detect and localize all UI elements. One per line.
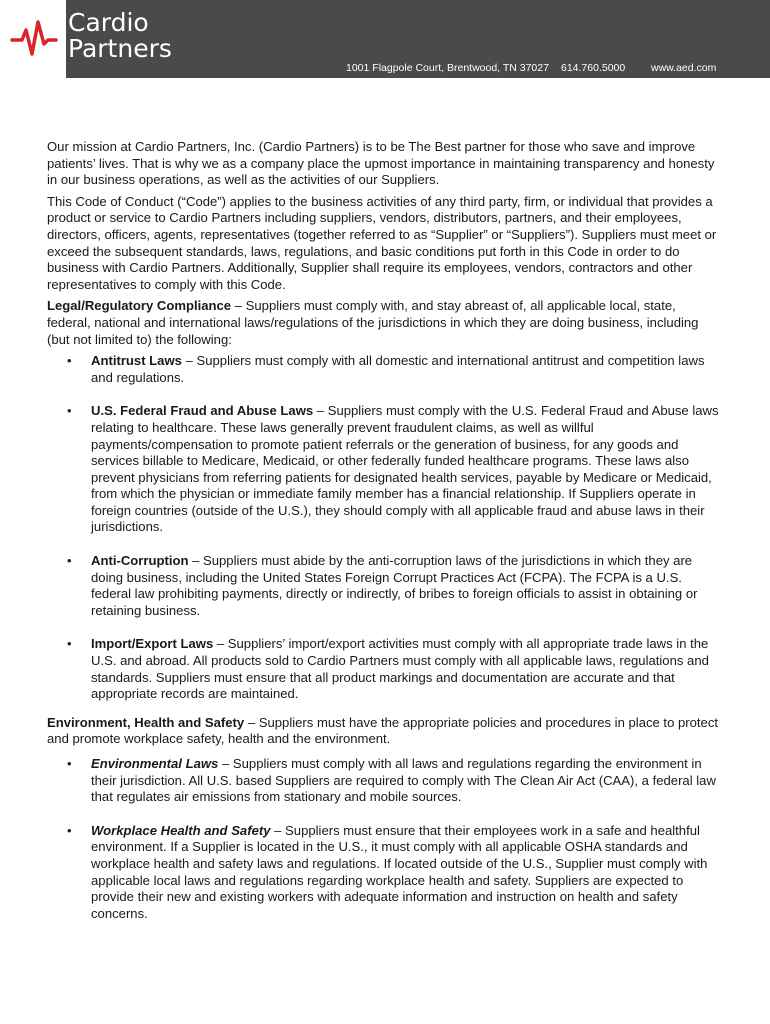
item-title: Import/Export Laws — [91, 636, 214, 652]
mission-paragraph: Our mission at Cardio Partners, Inc. (Cardio Partners) is to be The Best partner for those who save and improve patients’ lives. That is why we as a company place the upmost importance in maintaining transparency and honesty in our business operations, as well as the activities of our Suppliers. — [47, 139, 715, 188]
item-title: Anti-Corruption — [91, 553, 189, 569]
list-item — [47, 756, 719, 806]
bullet-icon: • — [67, 553, 72, 569]
bullet-icon: • — [67, 822, 72, 838]
ehs-section — [47, 715, 719, 748]
scope-paragraph: This Code of Conduct (“Code”) applies to the business activities of any third party, firm, or individual that provides a product or service to Cardio Partners including suppliers, vendors, distributors, partners, and their employees, directors, officers, agents, representatives (together referred to as “Supplier” or “Suppliers”). Suppliers must meet or exceed the subsequent standards, laws, regulations, and basic conditions put forth in this Code in order to do business with Cardio Partners. Additionally, Supplier shall require its employees, vendors, contractors and other representatives to comply with this Code. — [47, 193, 717, 292]
item-title: Workplace Health and Safety — [91, 822, 271, 838]
item-text: – Suppliers must abide by the anti-corruption laws of the jurisdictions in which they are doing business, including the United States Foreign Corrupt Practices Act (FCPA). The FCPA is a U.S. federal law prohibiting payments, directly or indirectly, of bribes to foreign officials to assist in obtaining or retaining business. — [91, 553, 698, 618]
list-item — [47, 403, 719, 536]
item-text: – Suppliers must comply with the U.S. Federal Fraud and Abuse laws relating to healthcare. These laws generally prevent fraudulent claims, as well as willful payments/compensation to promote patient referrals or the generation of business, for any goods and services billable to Medicare, Medicaid, or other federally funded healthcare programs. These laws also prevent physicians from referring patients for designated health services, payable by Medicare or Medicaid, from which the physician or immediate family member has a financial relationship. If Suppliers operate in foreign countries (outside of the U.S.), they should comply with all applicable fraud and abuse laws in their jurisdictions. — [91, 403, 719, 535]
brand-name — [68, 10, 172, 62]
brand-line-2: Partners — [68, 34, 172, 63]
bullet-icon: • — [67, 636, 72, 652]
item-title: U.S. Federal Fraud and Abuse Laws — [91, 403, 314, 419]
bullet-icon: • — [67, 403, 72, 419]
legal-heading: Legal/Regulatory Compliance — [47, 298, 232, 314]
legal-list — [47, 353, 719, 703]
legal-section — [47, 298, 719, 348]
letterhead-bar — [0, 0, 770, 78]
item-text: – Suppliers’ import/export activities must comply with all appropriate trade laws in the U.S. and abroad. All products sold to Cardio Partners must comply with all applicable laws, regulations and standards. Suppliers must ensure that all product markings and documentation are accurate and that appropriate records are maintained. — [91, 636, 709, 702]
logo — [0, 0, 66, 78]
heartbeat-icon — [10, 18, 58, 60]
item-title: Environmental Laws — [91, 756, 219, 771]
list-item — [47, 636, 719, 702]
document-body — [47, 139, 719, 939]
list-item — [47, 553, 719, 619]
item-title: Antitrust Laws — [91, 353, 182, 369]
bullet-icon: • — [67, 353, 72, 369]
legal-text: – Suppliers must comply with, and stay abreast of, all applicable local, state, federal, national and international laws/regulations of the jurisdictions in which they are doing business, including (but not limited to) the following: — [47, 298, 699, 347]
bullet-icon: • — [67, 756, 72, 771]
address: 1001 Flagpole Court, Brentwood, TN 37027 — [346, 62, 549, 74]
item-text: – Suppliers must ensure that their employees work in a safe and healthful environment. If a Supplier is located in the U.S., it must comply with all applicable OSHA standards and workplace health and safety laws and regulations. If located outside of the U.S., Supplier must comply with applicable local laws and regulations regarding workplace health and safety. Suppliers are expected to provide their new and existing workers with adequate information and instruction on health and safety concerns. — [91, 822, 708, 921]
ehs-text: – Suppliers must have the appropriate policies and procedures in place to protect and promote workplace safety, health and the environment. — [47, 714, 719, 747]
brand-line-1: Cardio — [68, 8, 149, 37]
ehs-heading: Environment, Health and Safety — [47, 714, 245, 730]
ehs-list — [47, 756, 719, 922]
list-item — [47, 823, 719, 923]
website-link[interactable]: www.aed.com — [651, 62, 717, 74]
item-text: – Suppliers must comply with all domestic and international antitrust and competition laws and regulations. — [91, 353, 705, 385]
list-item — [47, 353, 719, 386]
item-text: – Suppliers must comply with all laws and regulations regarding the environment in their jurisdiction. All U.S. based Suppliers are required to comply with The Clean Air Act (CAA), a federal law that regulates air emissions from stationary and mobile sources. — [91, 756, 716, 805]
phone: 614.760.5000 — [561, 62, 626, 74]
